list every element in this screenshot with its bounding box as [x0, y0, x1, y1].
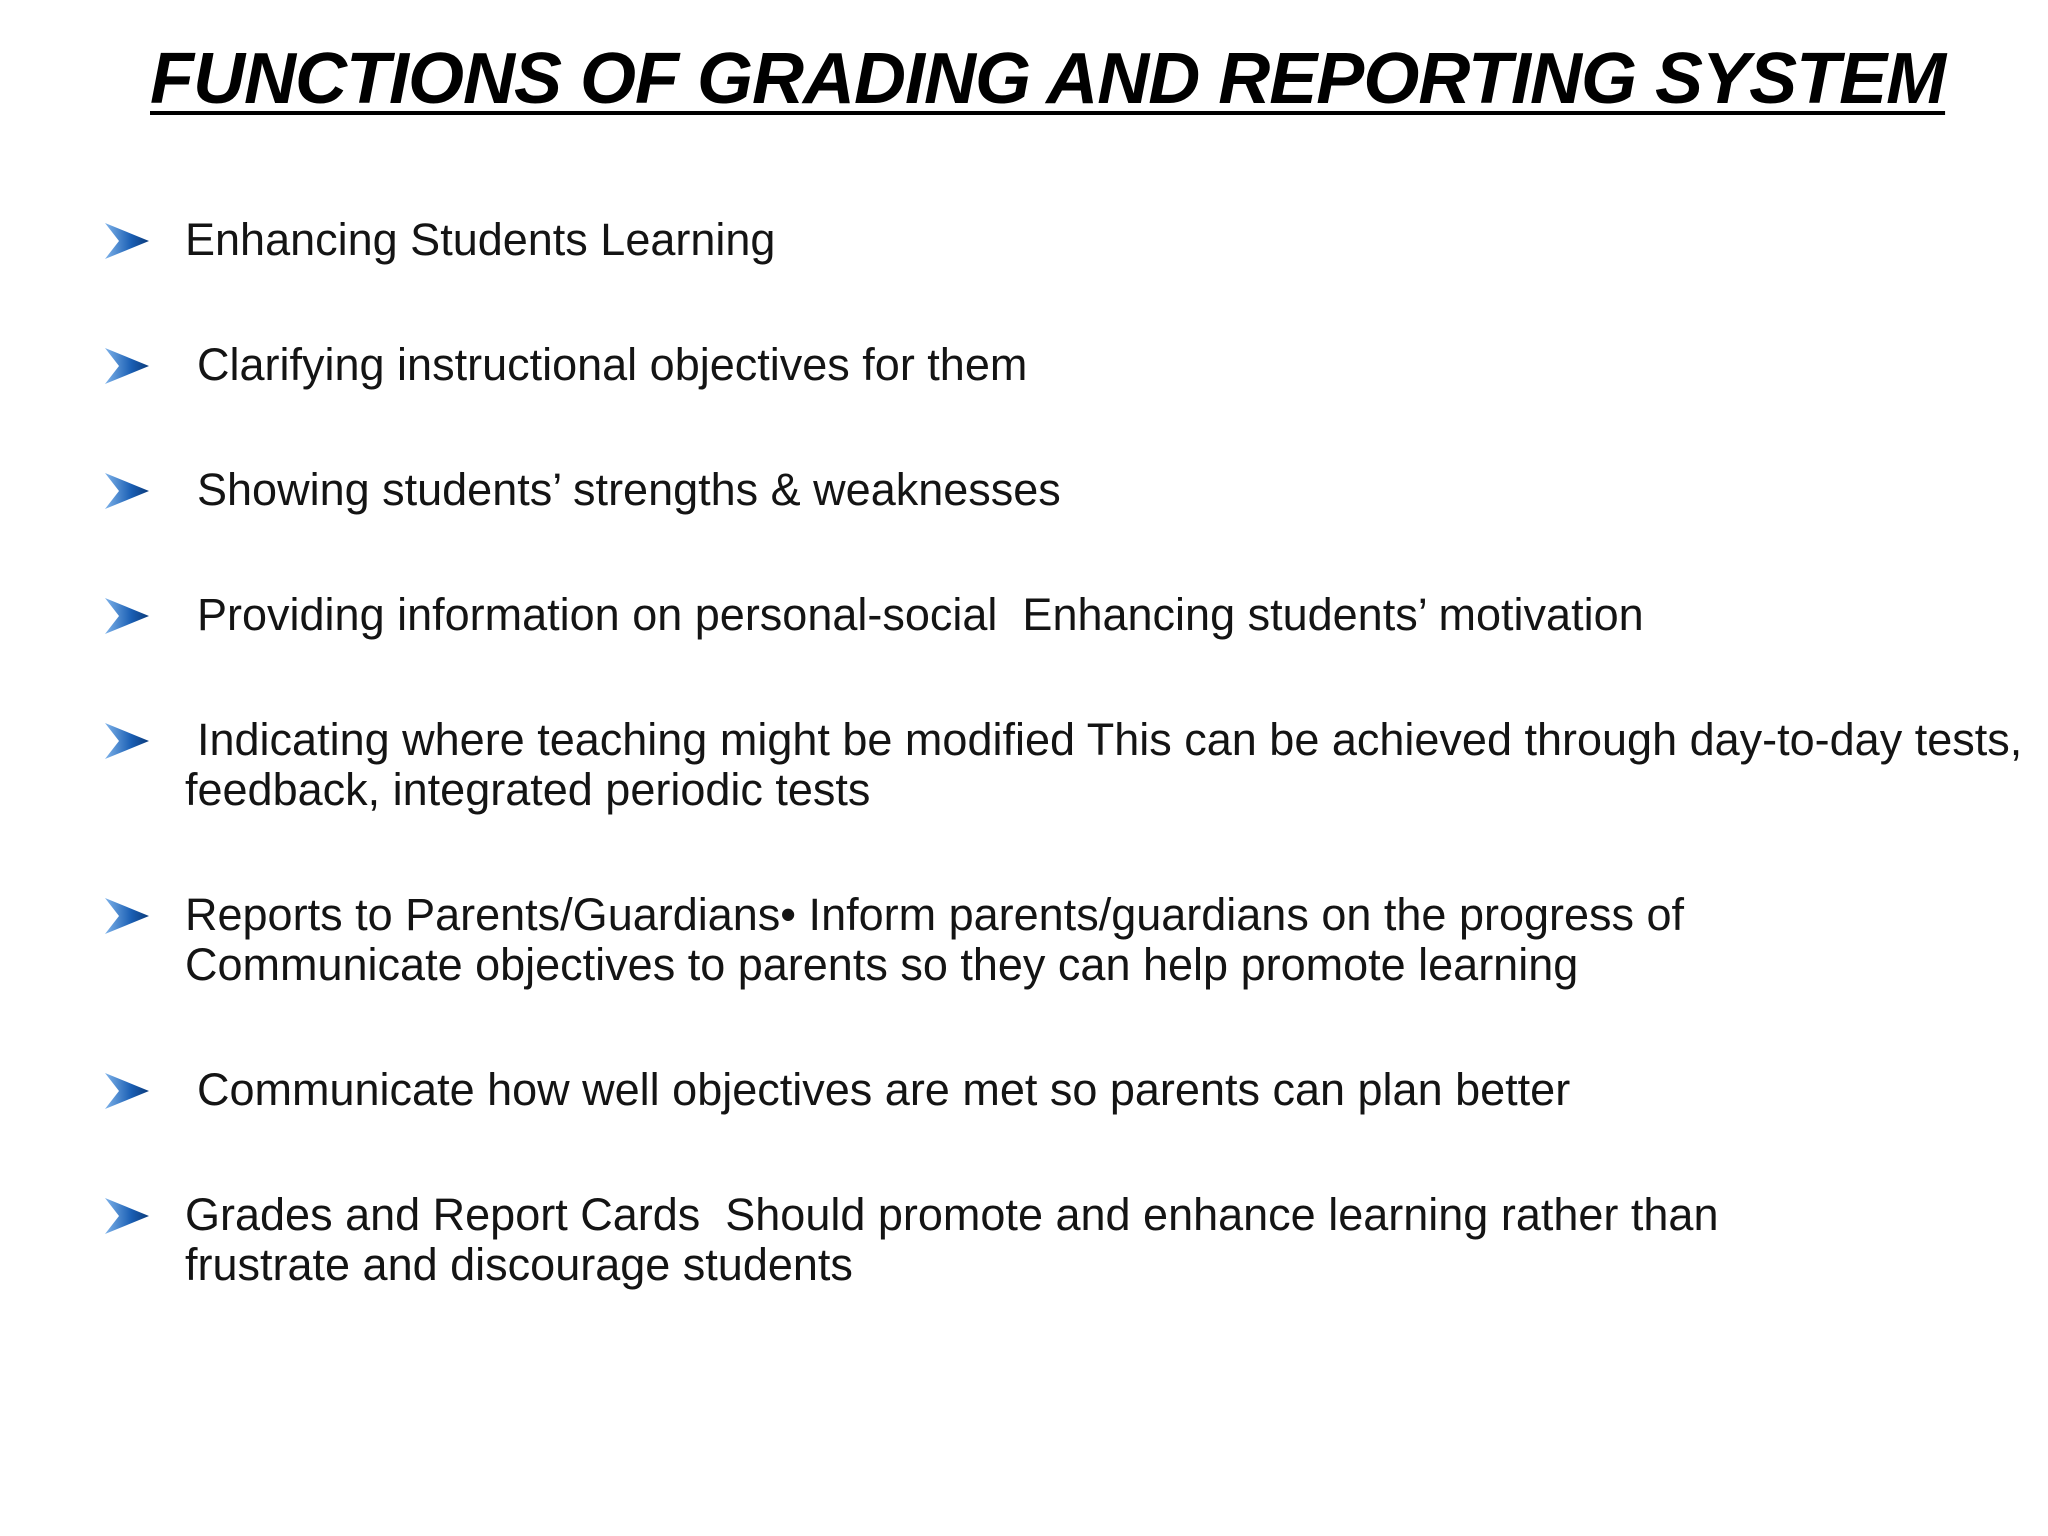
chevron-arrow-icon: [105, 723, 149, 759]
bullet-text: Enhancing Students Learning: [185, 214, 776, 265]
chevron-arrow-icon: [105, 1198, 149, 1234]
chevron-arrow-icon: [105, 598, 149, 634]
chevron-arrow-icon: [105, 348, 149, 384]
bullet-text: Showing students’ strengths & weaknesses: [197, 464, 1061, 515]
bullet-text: Indicating where teaching might be modified This can be achieved through day-to-day tests, feedback, integrated periodic tests: [185, 714, 2035, 815]
bullet-text: Communicate how well objectives are met so parents can plan better: [197, 1064, 1571, 1115]
bullet-text: Reports to Parents/Guardians• Inform parents/guardians on the progress of Communicate objectives to parents so they can help promote learning: [185, 889, 1697, 990]
chevron-arrow-icon: [105, 1073, 149, 1109]
chevron-arrow-icon: [105, 223, 149, 259]
slide-title: FUNCTIONS OF GRADING AND REPORTING SYSTEM: [150, 39, 1946, 119]
chevron-arrow-icon: [105, 898, 149, 934]
chevron-arrow-icon: [105, 473, 149, 509]
bullet-text: Clarifying instructional objectives for them: [197, 339, 1028, 390]
bullet-text: Grades and Report Cards Should promote and enhance learning rather than frustrate and discourage students: [185, 1189, 1731, 1290]
bullet-text: Providing information on personal-social Enhancing students’ motivation: [197, 589, 1644, 640]
